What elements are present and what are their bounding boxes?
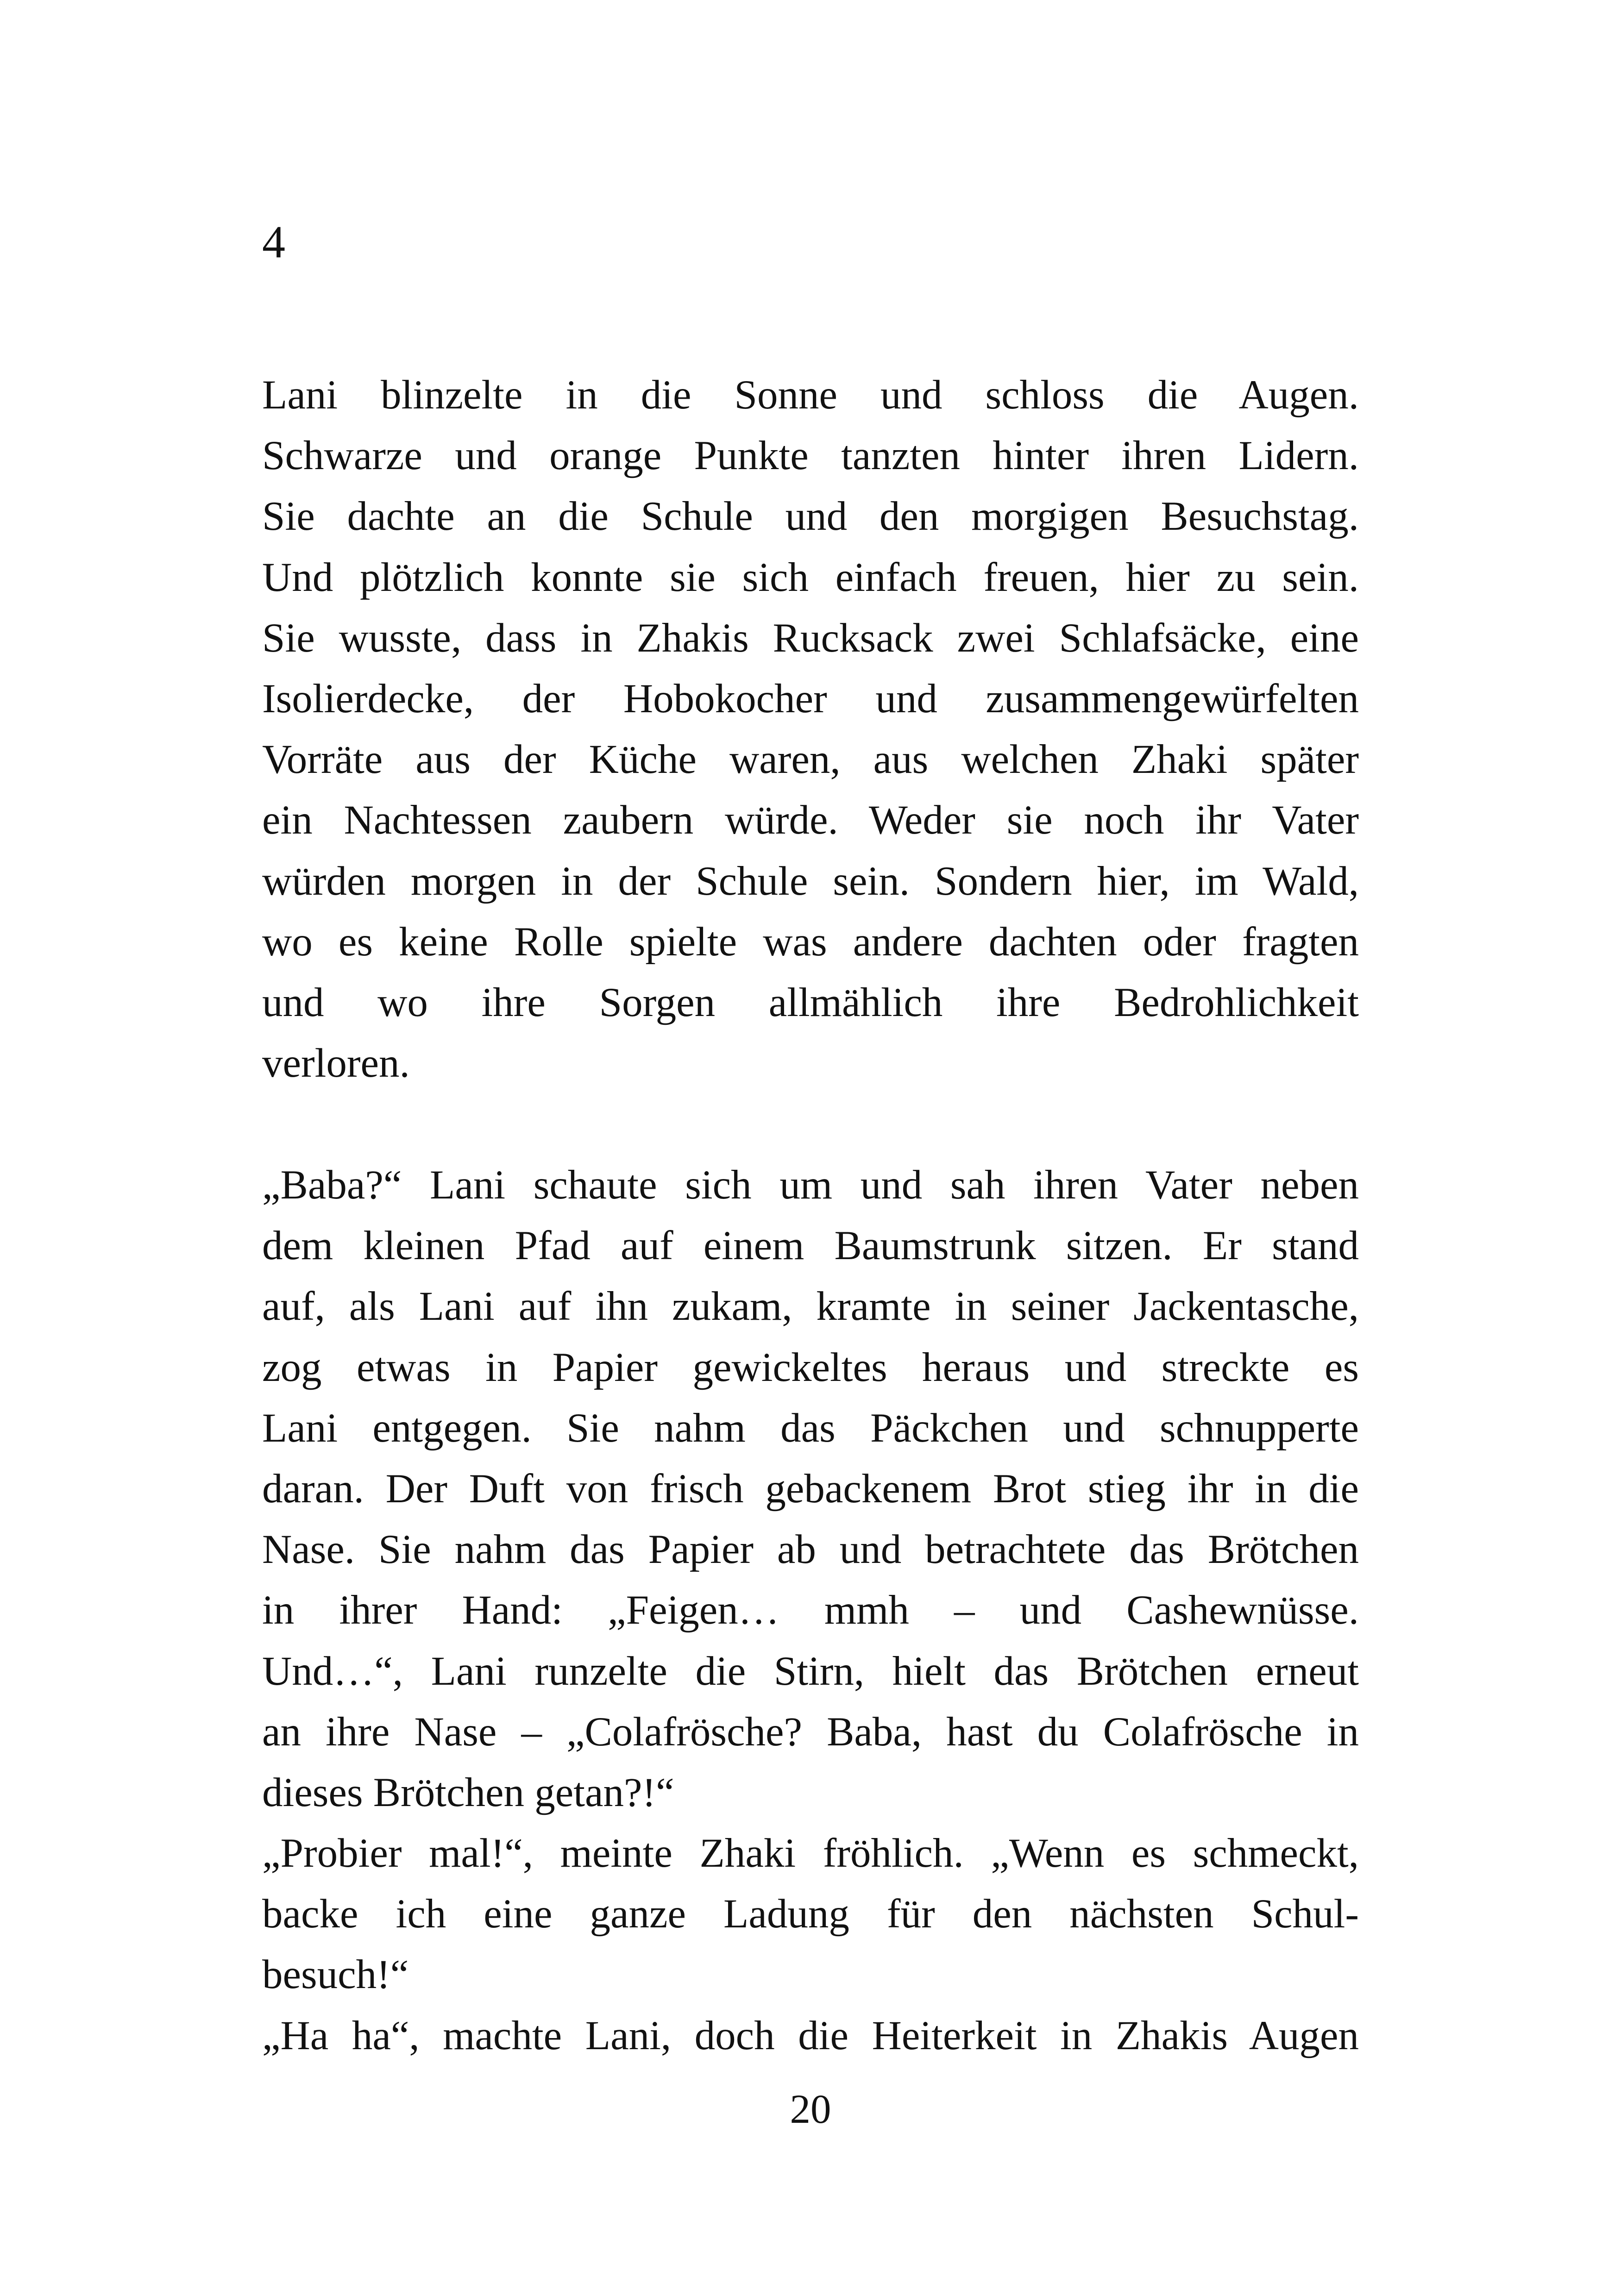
text-line: „Ha ha“, machte Lani, doch die Heiterkeit in Zhakis Augen [262, 2013, 1359, 2058]
text-line: würden morgen in der Schule sein. Sondern hier, im Wald, [262, 858, 1359, 904]
paragraph-2 [262, 1155, 1359, 2066]
text-line: Lani blinzelte in die Sonne und schloss die Augen. [262, 372, 1359, 418]
text-line: in ihrer Hand: „Feigen… mmh – und Cashewnüsse. [262, 1587, 1359, 1633]
page-number: 20 [790, 2087, 831, 2132]
text-line: „Baba?“ Lani schaute sich um und sah ihren Vater neben [262, 1162, 1359, 1208]
text-line: verloren. [262, 1041, 410, 1086]
text-line: Lani entgegen. Sie nahm das Päckchen und schnupperte [262, 1405, 1359, 1451]
text-line: an ihre Nase – „Colafrösche? Baba, hast du Colafrösche in [262, 1709, 1359, 1755]
text-line: zog etwas in Papier gewickeltes heraus und streckte es [262, 1344, 1359, 1390]
text-line: wo es keine Rolle spielte was andere dachten oder fragten [262, 919, 1359, 965]
text-line: Schwarze und orange Punkte tanzten hinter ihren Lidern. [262, 433, 1359, 479]
text-line: daran. Der Duft von frisch gebackenem Brot stieg ihr in die [262, 1466, 1359, 1512]
text-line: Isolierdecke, der Hobokocher und zusammengewürfelten [262, 676, 1359, 721]
text-line: Sie dachte an die Schule und den morgigen Besuchstag. [262, 494, 1359, 539]
text-line: Vorräte aus der Küche waren, aus welchen Zhaki später [262, 737, 1359, 783]
chapter-number: 4 [262, 216, 285, 268]
text-line: backe ich eine ganze Ladung für den nächsten Schul- [262, 1891, 1359, 1937]
text-line: Nase. Sie nahm das Papier ab und betrachtete das Brötchen [262, 1527, 1359, 1573]
text-line: Und plötzlich konnte sie sich einfach freuen, hier zu sein. [262, 554, 1359, 600]
text-line: dem kleinen Pfad auf einem Baumstrunk sitzen. Er stand [262, 1223, 1359, 1269]
text-line: und wo ihre Sorgen allmählich ihre Bedrohlichkeit [262, 979, 1359, 1025]
text-line: Und…“, Lani runzelte die Stirn, hielt das Brötchen erneut [262, 1648, 1359, 1694]
text-line: auf, als Lani auf ihn zukam, kramte in seiner Jackentasche, [262, 1284, 1359, 1330]
text-line: ein Nachtessen zaubern würde. Weder sie noch ihr Vater [262, 797, 1359, 843]
text-line: dieses Brötchen getan?!“ [262, 1769, 674, 1815]
text-line: „Probier mal!“, meinte Zhaki fröhlich. „Wenn es schmeckt, [262, 1831, 1359, 1876]
paragraph-1 [262, 365, 1359, 1094]
text-line: besuch!“ [262, 1952, 409, 1998]
text-line: Sie wusste, dass in Zhakis Rucksack zwei Schlafsäcke, eine [262, 615, 1359, 661]
